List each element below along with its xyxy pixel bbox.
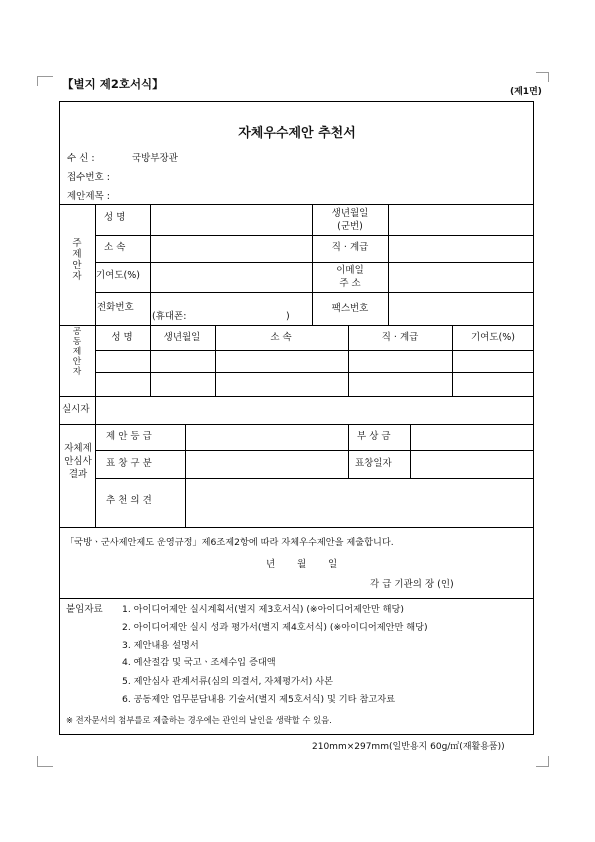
rule xyxy=(95,292,534,293)
paper-spec: 210mm×297mm(일반용지 60g/㎡(재활용품)) xyxy=(312,742,505,752)
contribution-label: 기여도(%) xyxy=(96,270,140,281)
crop-mark-top-right xyxy=(548,72,549,82)
statement-day: 일 xyxy=(328,559,338,570)
rule xyxy=(348,424,349,478)
statement-signer: 각 급 기관의 장 (인) xyxy=(370,579,454,590)
rule xyxy=(95,478,534,479)
statement-month: 월 xyxy=(297,559,307,570)
rule xyxy=(59,527,534,528)
rule xyxy=(59,598,534,599)
award-date-label: 표창일자 xyxy=(355,458,392,469)
rule xyxy=(388,204,389,325)
rule xyxy=(150,204,151,325)
rule xyxy=(95,372,534,373)
crop-mark-bottom-left xyxy=(37,756,38,766)
rule xyxy=(410,424,411,478)
rule xyxy=(348,325,349,396)
statement-year: 년 xyxy=(266,559,276,570)
page-number: (제1면) xyxy=(510,87,542,97)
rule xyxy=(95,262,534,263)
rule xyxy=(95,204,96,527)
co-proposer-section-label: 공동제안자 xyxy=(72,327,82,377)
form-label: 【별지 제2호서식】 xyxy=(62,77,164,91)
crop-mark-bottom-right xyxy=(548,756,549,766)
main-proposer-name-label: 성 명 xyxy=(104,212,126,223)
attachment-item: 3. 제안내용 설명서 xyxy=(122,640,199,651)
award-type-label: 표 창 구 분 xyxy=(106,458,152,469)
rule xyxy=(150,325,151,396)
attachment-item: 1. 아이디어제안 실시계획서(별지 제3호서식) (※아이디어제안만 해당) xyxy=(122,604,405,615)
recipient-label: 수 신 : xyxy=(67,153,95,164)
main-proposer-section-label: 주제안자 xyxy=(72,238,82,282)
attachment-item: 4. 예산절감 및 국고ㆍ조세수입 증대액 xyxy=(122,657,276,668)
co-header-contribution: 기여도(%) xyxy=(471,332,515,343)
email-label: 이메일 xyxy=(336,265,364,276)
rank-label: 직 · 계급 xyxy=(331,242,369,253)
co-header-name: 성 명 xyxy=(111,332,133,343)
statement-text: 「국방ㆍ군사제안제도 운영규정」제6조제2항에 따라 자체우수제안을 제출합니다. xyxy=(65,537,394,548)
receipt-number-label: 접수번호 : xyxy=(67,172,110,183)
attachment-item: 2. 아이디어제안 실시 성과 평가서(별지 제4호서식) (※아이디어제안만 해당) xyxy=(122,622,428,633)
rule xyxy=(59,424,534,425)
attachment-item: 6. 공동제안 업무분담내용 기술서(별지 제5호서식) 및 기타 참고자료 xyxy=(122,694,395,705)
grade-label: 제 안 등 급 xyxy=(106,431,152,442)
rule xyxy=(95,235,534,236)
opinion-label: 추 천 의 견 xyxy=(106,495,152,506)
rule xyxy=(185,424,186,527)
fax-label: 팩스번호 xyxy=(331,303,369,314)
rule xyxy=(312,204,313,325)
co-header-birthdate: 생년월일 xyxy=(163,332,201,343)
crop-mark-top-left-h xyxy=(37,76,53,77)
page-title: 자체우수제안 추천서 xyxy=(238,126,356,141)
crop-mark-bottom-right-h xyxy=(536,766,549,767)
rule xyxy=(452,325,453,396)
proposal-title-label: 제안제목 : xyxy=(67,191,110,202)
birthdate-label: 생년월일 xyxy=(331,208,369,219)
mobile-close: ) xyxy=(286,311,290,322)
co-header-affiliation: 소 속 xyxy=(270,332,292,343)
mobile-label: (휴대폰: xyxy=(152,311,187,322)
attachment-note: ※ 전자문서의 첨부를로 제출하는 경우에는 관인의 날인을 생략할 수 있음. xyxy=(66,715,332,725)
rule xyxy=(59,396,534,397)
rule xyxy=(95,350,534,351)
address-label: 주 소 xyxy=(339,278,361,289)
co-header-rank: 직 · 계급 xyxy=(381,332,419,343)
crop-mark-top-right-h xyxy=(536,72,549,73)
prize-label: 부 상 금 xyxy=(357,431,391,442)
crop-mark-top-left xyxy=(37,76,38,86)
recipient-value: 국방부장관 xyxy=(132,153,178,164)
crop-mark-bottom-left-h xyxy=(37,766,53,767)
rule xyxy=(59,325,534,326)
attachment-item: 5. 제안심사 관계서류(심의 의결서, 자체평가서) 사본 xyxy=(122,676,333,687)
phone-label: 전화번호 xyxy=(97,302,134,313)
rule xyxy=(215,325,216,396)
affiliation-label: 소 속 xyxy=(104,242,126,253)
rule xyxy=(59,204,534,205)
rule xyxy=(95,450,534,451)
attachments-label: 붙임자료 xyxy=(66,604,103,615)
review-section-label: 자체제안심사결과 xyxy=(64,443,92,480)
service-number-label: (군번) xyxy=(337,221,363,232)
implementer-label: 실시자 xyxy=(62,404,90,415)
